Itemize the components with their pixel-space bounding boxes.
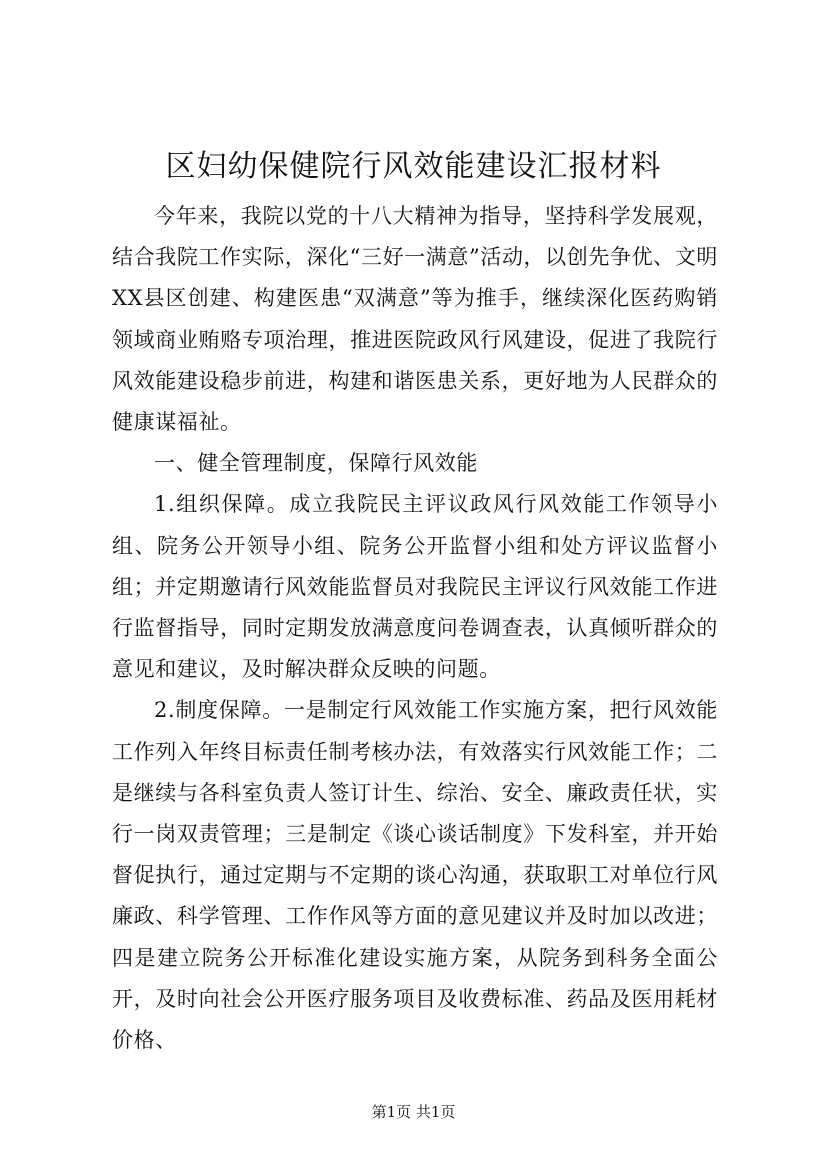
document-body bbox=[112, 196, 718, 1061]
paragraph-system: 2.制度保障。一是制定行风效能工作实施方案，把行风效能工作列入年终目标责任制考核办法，有效落实行风效能工作；二是继续与各科室负责人签订计生、综治、安全、廉政责任状，实行一岗双责管理；三是制定《谈心谈话制度》下发科室，并开始督促执行，通过定期与不定期的谈心沟通，获取职工对单位行风廉政、科学管理、工作作风等方面的意见建议并及时加以改进；四是建立院务公开标准化建设实施方案，从院务到科务全面公开，及时向社会公开医疗服务项目及收费标准、药品及医用耗材价格、 bbox=[112, 698, 718, 1053]
paragraph-organization: 1.组织保障。成立我院民主评议政风行风效能工作领导小组、院务公开领导小组、院务公开监督小组和处方评议监督小组；并定期邀请行风效能监督员对我院民主评议行风效能工作进行监督指导，同时定期发放满意度问卷调查表，认真倾听群众的意见和建议，及时解决群众反映的问题。 bbox=[112, 492, 718, 682]
section-heading-1: 一、健全管理制度，保障行风效能 bbox=[154, 451, 478, 476]
page-footer bbox=[0, 1102, 827, 1122]
paragraph-intro: 今年来，我院以党的十八大精神为指导，坚持科学发展观，结合我院工作实际，深化“三好一满意”活动，以创先争优、文明XX县区创建、构建医患“双满意”等为推手，继续深化医药购销领域商业贿赂专项治理，推进医院政风行风建设，促进了我院行风效能建设稳步前进，构建和谐医患关系，更好地为人民群众的健康谋福祉。 bbox=[112, 204, 718, 435]
page-number: 第1页 共1页 bbox=[371, 1103, 456, 1121]
document-title: 区妇幼保健院行风效能建设汇报材料 bbox=[165, 149, 662, 184]
